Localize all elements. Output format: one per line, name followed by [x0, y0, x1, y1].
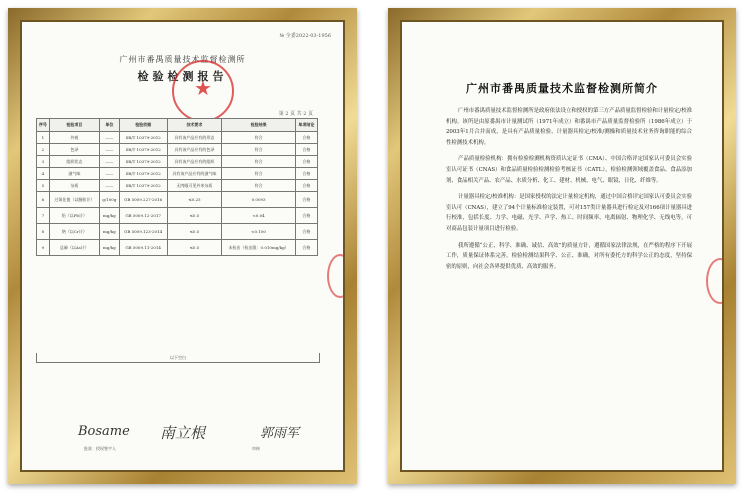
table-cell-req: ≤0.5 [167, 208, 222, 224]
table-cell-verdict: 合格 [295, 192, 317, 208]
table-cell-method: GB 5009.11-2014 [119, 240, 167, 256]
header-cell: 检验依据 [119, 119, 167, 132]
header-cell: 单位 [99, 119, 119, 132]
table-cell-verdict: 合格 [295, 224, 317, 240]
seal-star-icon: ★ [194, 76, 212, 100]
table-cell-verdict: 合格 [295, 180, 317, 192]
table-cell-unit: —— [99, 144, 119, 156]
table-cell-verdict: 合格 [295, 168, 317, 180]
table-cell-item: 杂质 [49, 180, 99, 192]
table-cell-verdict: 合格 [295, 144, 317, 156]
table-cell-verdict: 合格 [295, 208, 317, 224]
table-cell-req: ≤0.5 [167, 224, 222, 240]
header-cell: 检验项目 [49, 119, 99, 132]
intro-title: 广州市番禺质量技术监督检测所简介 [466, 82, 658, 95]
table-cell-unit: —— [99, 168, 119, 180]
institute-intro-document [400, 20, 724, 472]
table-cell-req: 具有该产品应有的色泽 [167, 144, 222, 156]
table-cell-result: 0.0093 [222, 192, 296, 208]
table-cell-unit: —— [99, 180, 119, 192]
table-cell-item: 组织状态 [49, 156, 99, 168]
table-cell-no: 6 [37, 192, 50, 208]
table-cell-verdict: 合格 [295, 240, 317, 256]
table-cell-item: 滋气味 [49, 168, 99, 180]
table-cell-no: 3 [37, 156, 50, 168]
results-table [36, 118, 318, 256]
report-title: 检验检测报告 [137, 70, 228, 83]
table-cell-req: ≤0.25 [167, 192, 222, 208]
header-cell: 单项结论 [295, 119, 317, 132]
edge-seal-icon [706, 258, 724, 304]
table-cell-no: 2 [37, 144, 50, 156]
table-cell-method: SB/T 10379-2012 [119, 180, 167, 192]
table-cell-item: 铬（以Cr计） [49, 224, 99, 240]
table-cell-verdict: 合格 [295, 156, 317, 168]
header-cell: 序号 [37, 119, 50, 132]
table-end-note: 以下空白 [36, 353, 320, 363]
intro-paragraph: 广州市番禺质量技术监督检测所是政府依法设立和授权的第三方产品质量监督检验和计量检定/校准机构。该所是由原番禺市计量测试所（1971年成立）和番禺市产品质量监督检验所（1986年成立）于2003年1月合并而成，是具有产品质量检验、计量器具检定/校准/测操和质量技术业务咨询职能的综合性检测技术机构。 [446, 108, 692, 146]
table-row [37, 168, 318, 180]
table-cell-req: 具有该产品应有的组织 [167, 156, 222, 168]
table-cell-method: SB/T 10379-2012 [119, 156, 167, 168]
table-cell-result: <0.04 [222, 208, 296, 224]
table-header-row [37, 119, 318, 132]
header-cell: 技术要求 [167, 119, 222, 132]
red-seal-icon [172, 60, 234, 122]
right-certificate-frame [388, 8, 736, 484]
signature-approver: Bosame [78, 424, 130, 439]
table-row [37, 192, 318, 208]
table-row [37, 144, 318, 156]
table-cell-req: 无肉眼可见外来杂质 [167, 180, 222, 192]
table-cell-method: SB/T 10379-2012 [119, 168, 167, 180]
signature-tester: 郭雨军 [260, 426, 300, 441]
table-cell-item: 铅（以Pb计） [49, 208, 99, 224]
table-cell-method: GB 5009.12-2017 [119, 208, 167, 224]
table-cell-unit: —— [99, 132, 119, 144]
table-cell-no: 1 [37, 132, 50, 144]
table-cell-no: 5 [37, 180, 50, 192]
signature-caption-left: 批准：授权签字人 [84, 446, 116, 451]
table-cell-req: ≤0.5 [167, 240, 222, 256]
table-cell-unit: mg/kg [99, 240, 119, 256]
table-cell-result: 符合 [222, 132, 296, 144]
page-info: 第 2 页 共 2 页 [278, 111, 313, 117]
table-cell-result: 符合 [222, 180, 296, 192]
intro-paragraph: 产品质量检验机构：拥有检验检测机构资质认定证书（CMA）、中国合格评定国家认可委员会实验室认可证书（CNAS）和食品质量检验检测检验考核证书（CATL），检验检测领域覆盖食品、食品添加剂、食品相关产品、农产品、水质分析、化工、建材、机械、电气、眼镜、日化、纤维等。 [446, 156, 692, 184]
table-cell-verdict: 合格 [295, 132, 317, 144]
table-cell-method: SB/T 10379-2012 [119, 132, 167, 144]
table-cell-result: 符合 [222, 168, 296, 180]
table-cell-no: 8 [37, 224, 50, 240]
edge-seal-icon [327, 254, 345, 298]
table-cell-req: 具有该产品应有的滋气味 [167, 168, 222, 180]
table-cell-unit: mg/kg [99, 208, 119, 224]
table-cell-item: 色泽 [49, 144, 99, 156]
table-cell-result: <0.100 [222, 224, 296, 240]
table-cell-result: 符合 [222, 156, 296, 168]
table-cell-result: 符合 [222, 144, 296, 156]
table-row [37, 132, 318, 144]
table-row [37, 156, 318, 168]
intro-body [446, 106, 692, 272]
table-cell-method: GB 5009.123-2014 [119, 224, 167, 240]
table-cell-method: GB 5009.227-2016 [119, 192, 167, 208]
table-cell-item: 过氧化值（以脂肪计） [49, 192, 99, 208]
left-certificate-frame [8, 8, 357, 484]
table-row [37, 180, 318, 192]
table-cell-item: 总砷（以As计） [49, 240, 99, 256]
table-row [37, 224, 318, 240]
header-cell: 检验结果 [222, 119, 296, 132]
intro-paragraph: 计量器具检定/校准机构：是国家授权的法定计量检定机构，通过中国合格评定国家认可委员会实验室认可（CNAS），建立了94个计量标准检定装置，可对157类计量器具进行检定及对166项计量器具进行校准，包括长度、力学、电磁、光学、声学、热工、时间频率、电离辐射、物理化学、无线电等，可对商品包装计量项目进行检验。 [446, 194, 693, 232]
intro-paragraph: 我所遵循“公正、科学、准确、诚信、高效”的质量方针，遵循国家法律法规，在严格的程序下开展工作，质量保证体系完善，检验检测结果科学、公正、准确，对所有委托方的科学公正的态度，坚持保密的原则，向社会各界提供优质、高效的服务。 [446, 242, 692, 270]
report-org-title: 广州市番禺质量技术监督检测所 [119, 55, 246, 64]
report-number: № 全委2022-03-1956 [279, 33, 331, 39]
table-cell-method: SB/T 10379-2012 [119, 144, 167, 156]
test-report-document [20, 20, 345, 472]
table-cell-unit: g/100g [99, 192, 119, 208]
table-cell-req: 具有该产品应有的形态 [167, 132, 222, 144]
table-cell-result: 未检出（检出限：0.010mg/kg） [222, 240, 296, 256]
table-cell-unit: —— [99, 156, 119, 168]
table-cell-item: 外观 [49, 132, 99, 144]
signature-reviewer: 南立根 [160, 424, 206, 442]
table-cell-no: 4 [37, 168, 50, 180]
table-cell-no: 7 [37, 208, 50, 224]
signature-caption-right: 审核 [252, 446, 260, 451]
table-row [37, 240, 318, 256]
table-row [37, 208, 318, 224]
table-cell-no: 9 [37, 240, 50, 256]
table-cell-unit: mg/kg [99, 224, 119, 240]
